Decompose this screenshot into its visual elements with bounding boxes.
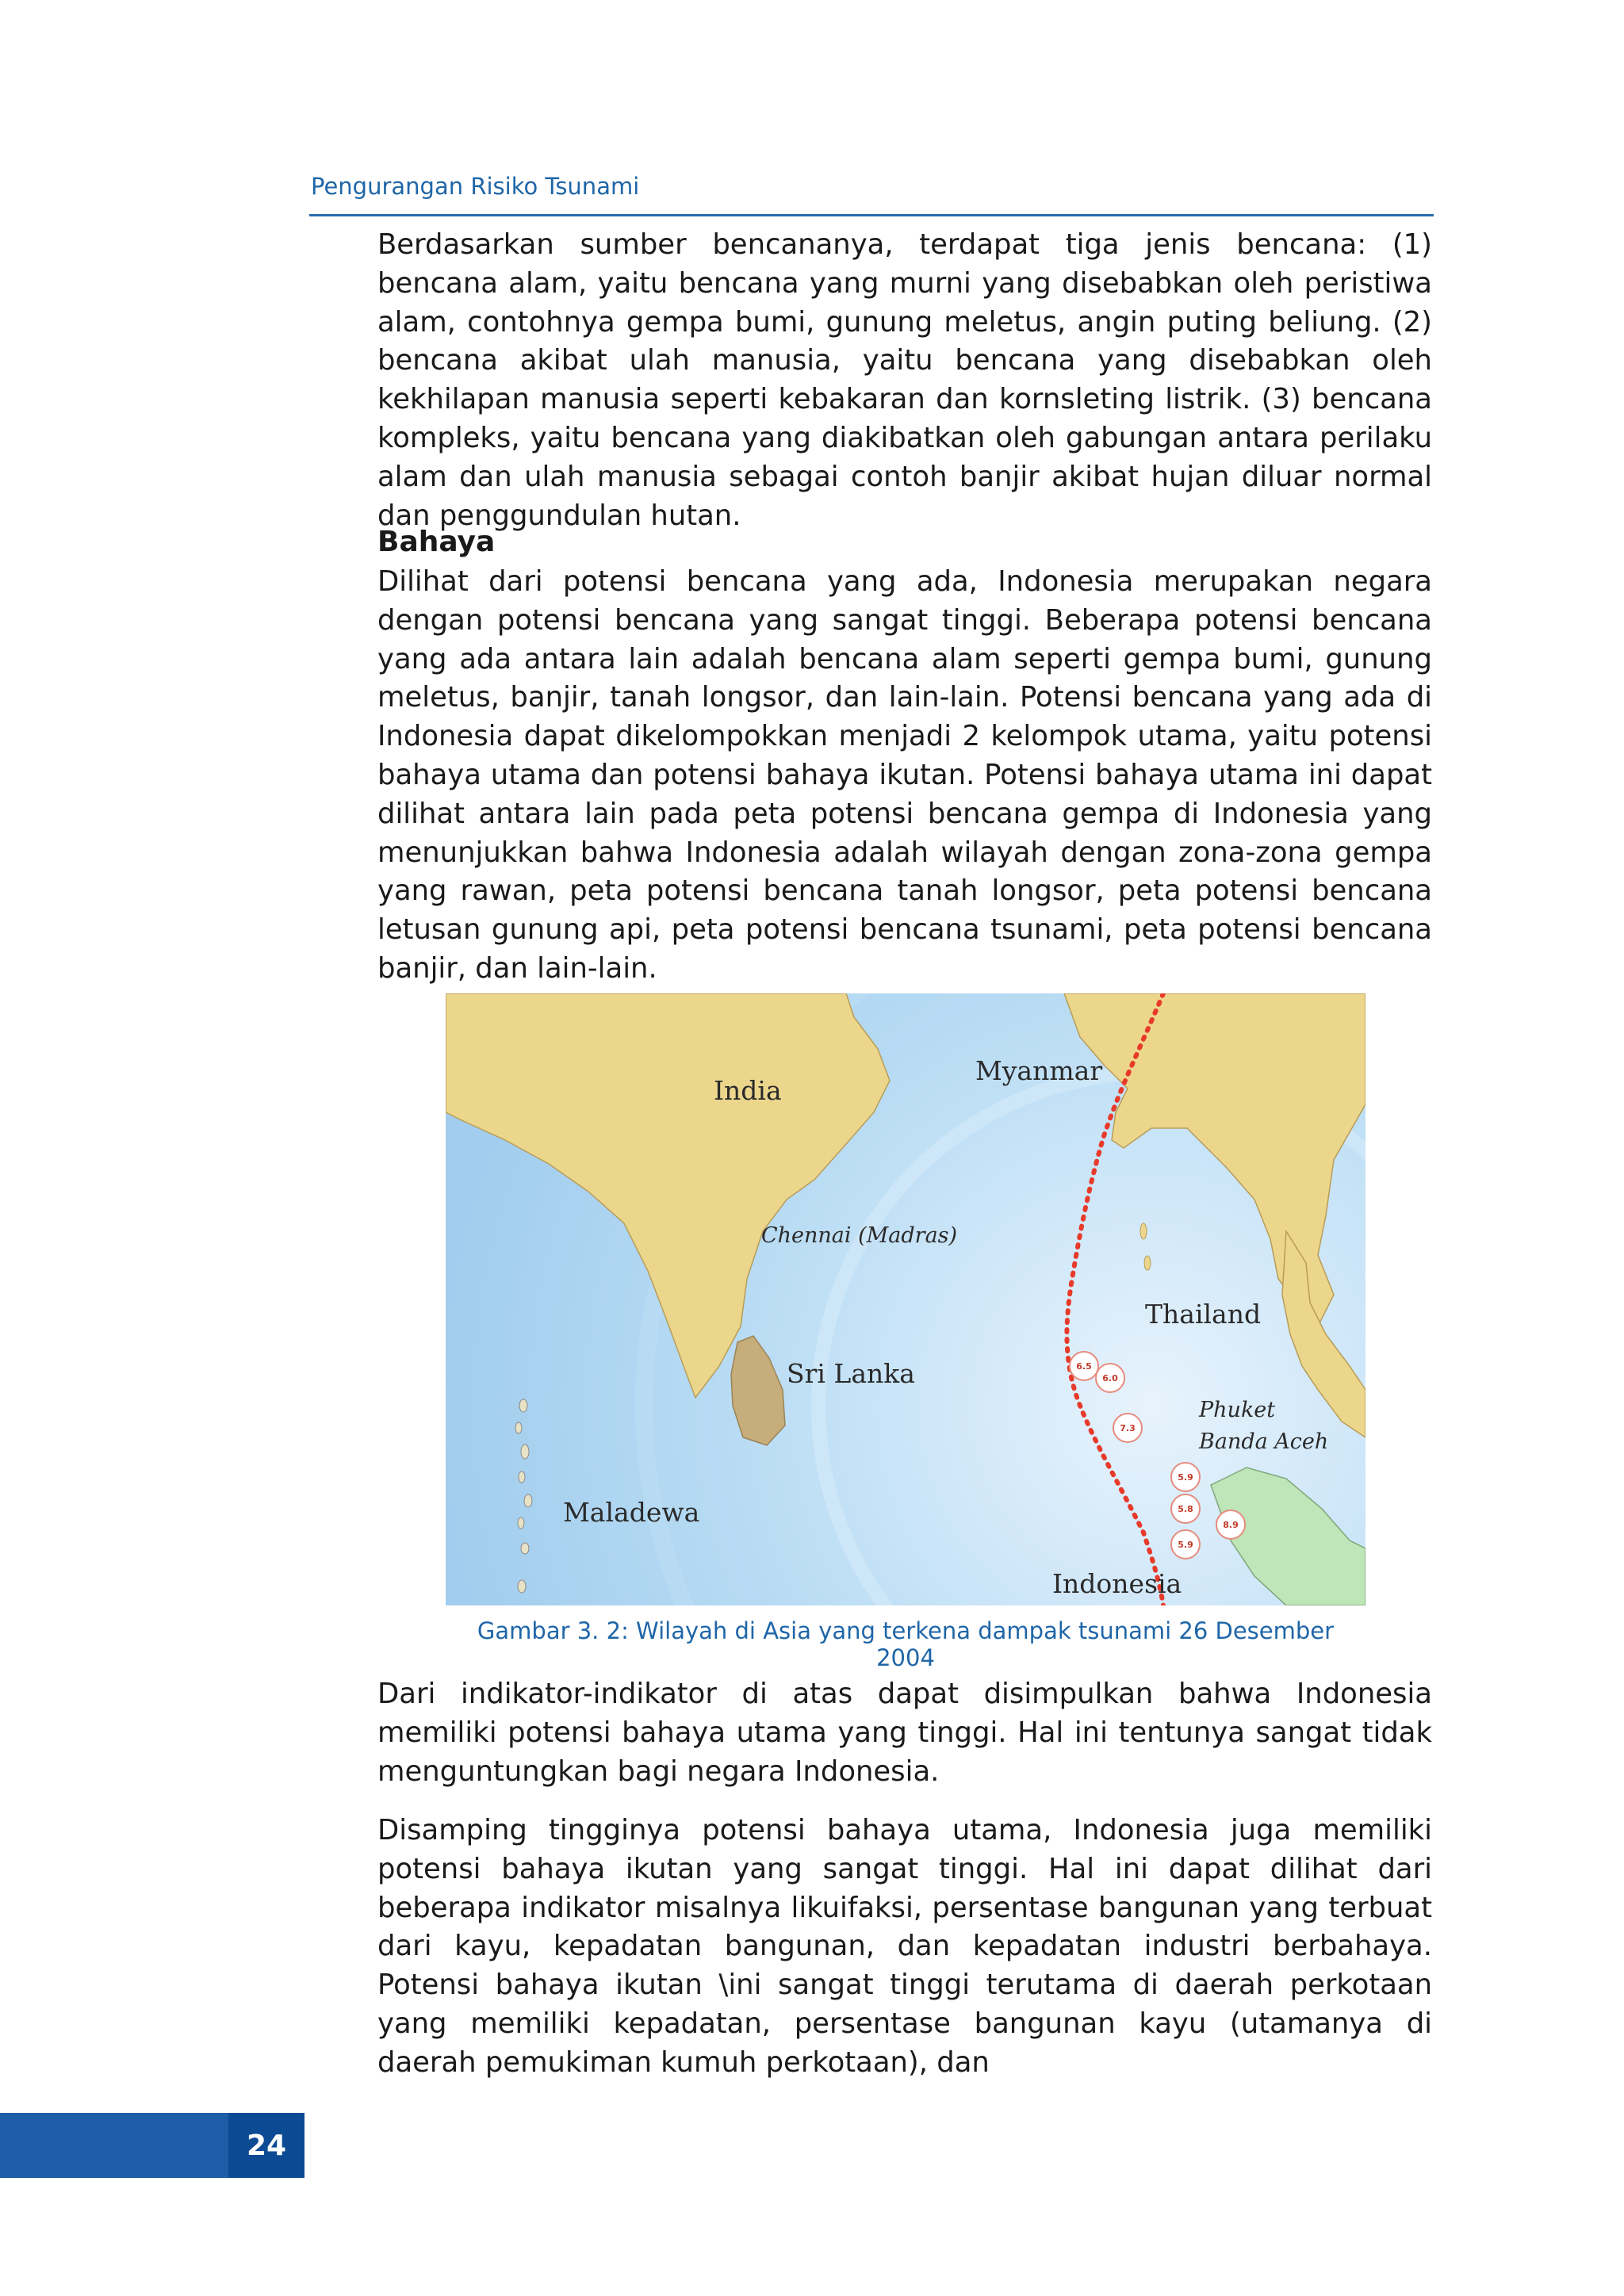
label-thailand: Thailand xyxy=(1145,1299,1262,1330)
quake-mag-7: 8.9 xyxy=(1223,1520,1239,1530)
quake-mag-4: 5.9 xyxy=(1178,1472,1193,1483)
paragraph-conclusion: Dari indikator-indikator di atas dapat disimpulkan bahwa Indonesia memiliki potensi bahaya utama yang tinggi. Hal ini tentunya sangat tidak menguntungkan bagi negara Indonesia. xyxy=(377,1678,1432,1788)
quake-mag-2: 6.0 xyxy=(1102,1373,1118,1383)
page-number: 24 xyxy=(228,2113,304,2178)
label-banda-aceh: Banda Aceh xyxy=(1199,1429,1329,1454)
running-title: Pengurangan Risiko Tsunami xyxy=(311,173,640,200)
label-maladewa: Maladewa xyxy=(563,1497,700,1528)
label-indonesia: Indonesia xyxy=(1052,1568,1182,1599)
label-india: India xyxy=(714,1075,782,1106)
label-phuket: Phuket xyxy=(1199,1398,1276,1422)
section-heading-bahaya: Bahaya xyxy=(377,526,496,558)
quake-mag-5: 5.8 xyxy=(1178,1504,1193,1514)
quake-mag-6: 5.9 xyxy=(1178,1540,1193,1550)
paragraph-disaster-types: Berdasarkan sumber bencananya, terdapat tiga jenis bencana: (1) bencana alam, yaitu bencana yang murni yang disebabkan oleh peristiwa alam, contohnya gempa bumi, gunung meletus, angin puting beliung. (2) bencana akibat ulah manusia, yaitu bencana yang disebabkan oleh kekhilapan manusia seperti kebakaran dan kornsleting listrik. (3) bencana kompleks, yaitu bencana yang diakibatkan oleh gabungan antara perilaku alam dan ulah manusia sebagai contoh banjir akibat hujan diluar normal dan penggundulan hutan. xyxy=(377,228,1432,532)
label-sri-lanka: Sri Lanka xyxy=(787,1358,915,1389)
figure-caption: Gambar 3. 2: Wilayah di Asia yang terkena dampak tsunami 26 Desember 2004 xyxy=(477,1617,1335,1671)
label-chennai: Chennai (Madras) xyxy=(761,1223,958,1248)
paragraph-secondary-hazard: Disamping tingginya potensi bahaya utama, Indonesia juga memiliki potensi bahaya ikutan yang sangat tinggi. Hal ini dapat dilihat dari beberapa indikator misalnya likuifaksi, persentase bangunan yang terbuat dari kayu, kepadatan bangunan, dan kepadatan industri berbahaya. Potensi bahaya ikutan \ini sangat tinggi terutama di daerah perkotaan yang memiliki kepadatan, persentase bangunan kayu (utamanya di daerah pemukiman kumuh perkotaan), dan xyxy=(377,1814,1432,2079)
tsunami-impact-map xyxy=(446,993,1365,1605)
paragraph-bahaya: Dilihat dari potensi bencana yang ada, Indonesia merupakan negara dengan potensi bencana yang sangat tinggi. Beberapa potensi bencana yang ada antara lain adalah bencana alam seperti gempa bumi, gunung meletus, banjir, tanah longsor, dan lain-lain. Potensi bencana yang ada di Indonesia dapat dikelompokkan menjadi 2 kelompok utama, yaitu potensi bahaya utama dan potensi bahaya ikutan. Potensi bahaya utama ini dapat dilihat antara lain pada peta potensi bencana gempa di Indonesia yang menunjukkan bahwa Indonesia adalah wilayah dengan zona-zona gempa yang rawan, peta potensi bencana tanah longsor, peta potensi bencana letusan gunung api, peta potensi bencana tsunami, peta potensi bencana banjir, dan lain-lain. xyxy=(377,565,1432,985)
quake-mag-3: 7.3 xyxy=(1120,1423,1136,1433)
header-rule xyxy=(309,214,1434,216)
quake-mag-1: 6.5 xyxy=(1076,1361,1092,1372)
label-myanmar: Myanmar xyxy=(975,1055,1103,1086)
